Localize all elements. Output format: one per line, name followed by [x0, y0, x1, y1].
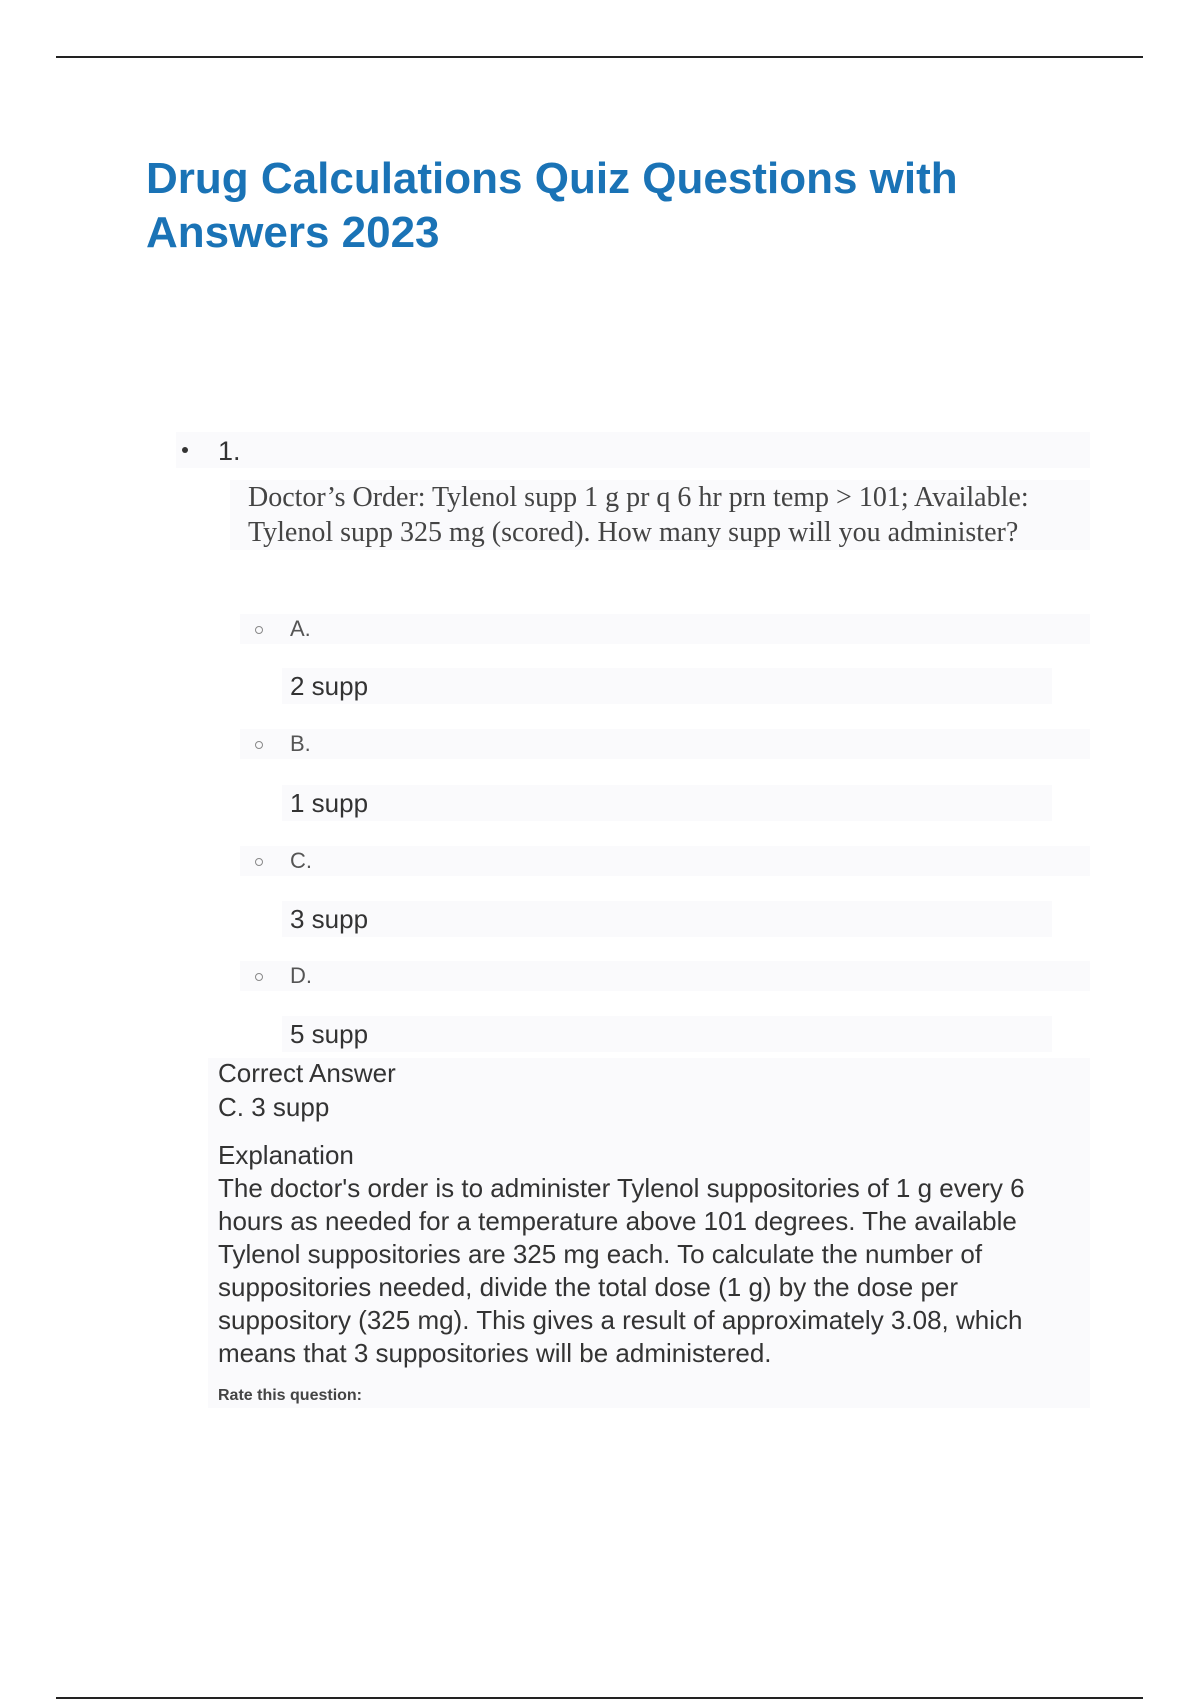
correct-answer-label: Correct Answer	[218, 1058, 396, 1088]
option-a-text-row	[282, 668, 1052, 704]
option-d-text[interactable]: 5 supp	[290, 1019, 369, 1049]
option-d-circle-icon[interactable]	[255, 973, 263, 981]
option-a-circle-icon[interactable]	[255, 626, 263, 634]
option-b-letter-row	[240, 729, 1090, 759]
question-number: 1.	[218, 436, 241, 466]
question-text: Doctor’s Order: Tylenol supp 1 g pr q 6 hr prn temp > 101; Available: Tylenol supp 325 mg (scored). How many supp will you administer?	[230, 480, 1090, 550]
option-d-text-row	[282, 1016, 1052, 1052]
question-number-row	[176, 432, 1090, 468]
option-c-text[interactable]: 3 supp	[290, 904, 369, 934]
option-d-letter: D.	[290, 963, 312, 988]
option-a-text[interactable]: 2 supp	[290, 671, 369, 701]
option-a-letter-row	[240, 614, 1090, 644]
option-c-letter-row	[240, 846, 1090, 876]
explanation-text: The doctor's order is to administer Tylenol suppositories of 1 g every 6 hours as needed for a temperature above 101 degrees. The available Tylenol suppositories are 325 mg each. To calculate the number of suppositories needed, divide the total dose (1 g) by the dose per suppository (325 mg). This gives a result of approximately 3.08, which means that 3 suppositories will be administered.	[218, 1173, 1025, 1368]
bottom-rule	[56, 1697, 1143, 1699]
option-c-text-row	[282, 901, 1052, 937]
option-b-text[interactable]: 1 supp	[290, 788, 369, 818]
bullet-icon	[182, 447, 188, 453]
option-b-circle-icon[interactable]	[255, 741, 263, 749]
correct-answer-value: C. 3 supp	[218, 1092, 330, 1122]
option-b-text-row	[282, 785, 1052, 821]
option-c-circle-icon[interactable]	[255, 858, 263, 866]
option-c-letter: C.	[290, 848, 312, 873]
option-b-letter: B.	[290, 731, 311, 756]
option-d-letter-row	[240, 961, 1090, 991]
rate-question-label: Rate this question:	[218, 1387, 363, 1404]
top-rule	[56, 56, 1143, 58]
explanation-label: Explanation	[218, 1140, 354, 1170]
option-a-letter: A.	[290, 616, 311, 641]
page-title: Drug Calculations Quiz Questions with Answers 2023	[146, 154, 958, 257]
